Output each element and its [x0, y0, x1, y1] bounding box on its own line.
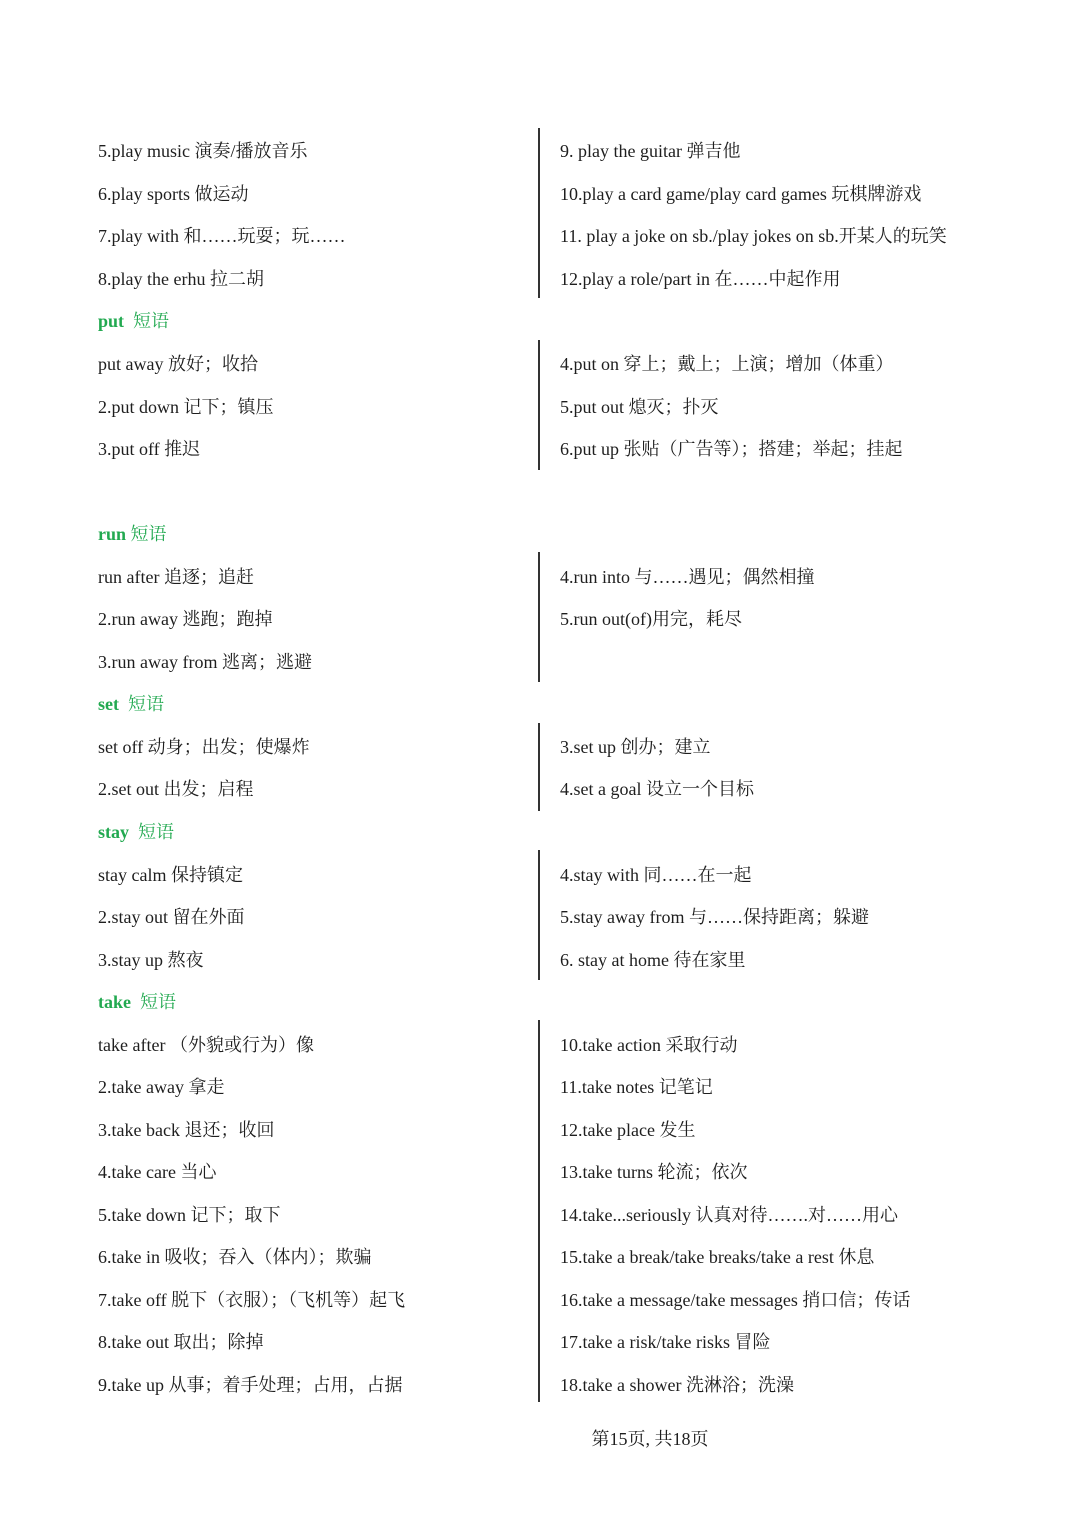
phrase-entry: 5.run out(of)用完，耗尽: [560, 609, 742, 629]
phrase-entry: take after （外貌或行为）像: [98, 1035, 314, 1055]
phrase-entry: 12.play a role/part in 在……中起作用: [560, 269, 841, 289]
phrase-entry: 3.stay up 熬夜: [98, 950, 204, 970]
column-divider: [538, 340, 540, 470]
heading-label: 短语: [128, 694, 164, 714]
phrase-entry: 3.run away from 逃离；逃避: [98, 652, 312, 672]
heading-label: 短语: [133, 311, 170, 331]
heading-word: run: [98, 524, 127, 544]
heading-word: take: [98, 992, 131, 1012]
phrase-entry: 10.take action 采取行动: [560, 1035, 738, 1055]
phrase-entry: set off 动身；出发；使爆炸: [98, 737, 310, 757]
section-heading-stay: [98, 819, 174, 845]
phrase-entry: 7.take off 脱下（衣服）；（飞机等）起飞: [98, 1290, 406, 1310]
phrase-entry: 3.take back 退还；收回: [98, 1120, 275, 1140]
phrase-entry: run after 追逐；追赶: [98, 567, 254, 587]
phrase-entry: 2.stay out 留在外面: [98, 907, 245, 927]
column-divider: [538, 1020, 540, 1402]
column-divider: [538, 128, 540, 298]
phrase-entry: 6.play sports 做运动: [98, 184, 249, 204]
phrase-entry: 6.put up 张贴（广告等）；搭建；举起；挂起: [560, 439, 903, 459]
column-divider: [538, 723, 540, 811]
phrase-entry: 4.set a goal 设立一个目标: [560, 779, 754, 799]
phrase-entry: 2.put down 记下；镇压: [98, 397, 274, 417]
phrase-entry: 4.run into 与……遇见；偶然相撞: [560, 567, 815, 587]
phrase-entry: 4.put on 穿上；戴上；上演；增加（体重）: [560, 354, 894, 374]
phrase-entry: 14.take...seriously 认真对待…….对……用心: [560, 1205, 898, 1225]
phrase-entry: 5.play music 演奏/播放音乐: [98, 141, 308, 161]
heading-word: put: [98, 311, 125, 331]
heading-word: stay: [98, 822, 129, 842]
page-number: 第15页, 共18页: [591, 1429, 709, 1449]
phrase-entry: 7.play with 和……玩耍；玩……: [98, 226, 346, 246]
column-divider: [538, 850, 540, 980]
phrase-entry: 3.put off 推迟: [98, 439, 201, 459]
phrase-entry: 2.set out 出发；启程: [98, 779, 254, 799]
phrase-entry: 18.take a shower 洗淋浴；洗澡: [560, 1375, 794, 1395]
phrase-entry: 3.set up 创办；建立: [560, 737, 711, 757]
phrase-entry: 8.take out 取出；除掉: [98, 1332, 264, 1352]
phrase-entry: 5.take down 记下；取下: [98, 1205, 281, 1225]
phrase-entry: 13.take turns 轮流；依次: [560, 1162, 748, 1182]
phrase-entry: 2.run away 逃跑；跑掉: [98, 609, 273, 629]
phrase-entry: put away 放好；收拾: [98, 354, 258, 374]
phrase-entry: 6. stay at home 待在家里: [560, 950, 746, 970]
heading-label: 短语: [140, 992, 176, 1012]
phrase-entry: 4.take care 当心: [98, 1162, 217, 1182]
phrase-entry: 5.stay away from 与……保持距离；躲避: [560, 907, 869, 927]
phrase-entry: 12.take place 发生: [560, 1120, 696, 1140]
phrase-entry: 6.take in 吸收；吞入（体内）；欺骗: [98, 1247, 372, 1267]
phrase-entry: 2.take away 拿走: [98, 1077, 225, 1097]
phrase-entry: 8.play the erhu 拉二胡: [98, 269, 264, 289]
phrase-entry: 5.put out 熄灭；扑灭: [560, 397, 719, 417]
phrase-entry: 4.stay with 同……在一起: [560, 865, 752, 885]
column-divider: [538, 552, 540, 682]
heading-label: 短语: [138, 822, 174, 842]
phrase-entry: 10.play a card game/play card games 玩棋牌游戏: [560, 184, 922, 204]
section-heading-take: [98, 989, 176, 1015]
phrase-entry: 15.take a break/take breaks/take a rest 休息: [560, 1247, 875, 1267]
phrase-entry: 11.take notes 记笔记: [560, 1077, 713, 1097]
section-heading-set: [98, 691, 164, 717]
heading-label: 短语: [130, 524, 167, 544]
phrase-entry: 17.take a risk/take risks 冒险: [560, 1332, 771, 1352]
phrase-entry: 9.take up 从事；着手处理；占用，占据: [98, 1375, 403, 1395]
section-heading-run: [98, 521, 167, 547]
phrase-entry: stay calm 保持镇定: [98, 865, 243, 885]
phrase-entry: 16.take a message/take messages 捎口信；传话: [560, 1290, 911, 1310]
section-heading-put: [98, 308, 169, 334]
phrase-entry: 9. play the guitar 弹吉他: [560, 141, 741, 161]
phrase-entry: 11. play a joke on sb./play jokes on sb.开某人的玩笑: [560, 226, 947, 246]
heading-word: set: [98, 694, 119, 714]
